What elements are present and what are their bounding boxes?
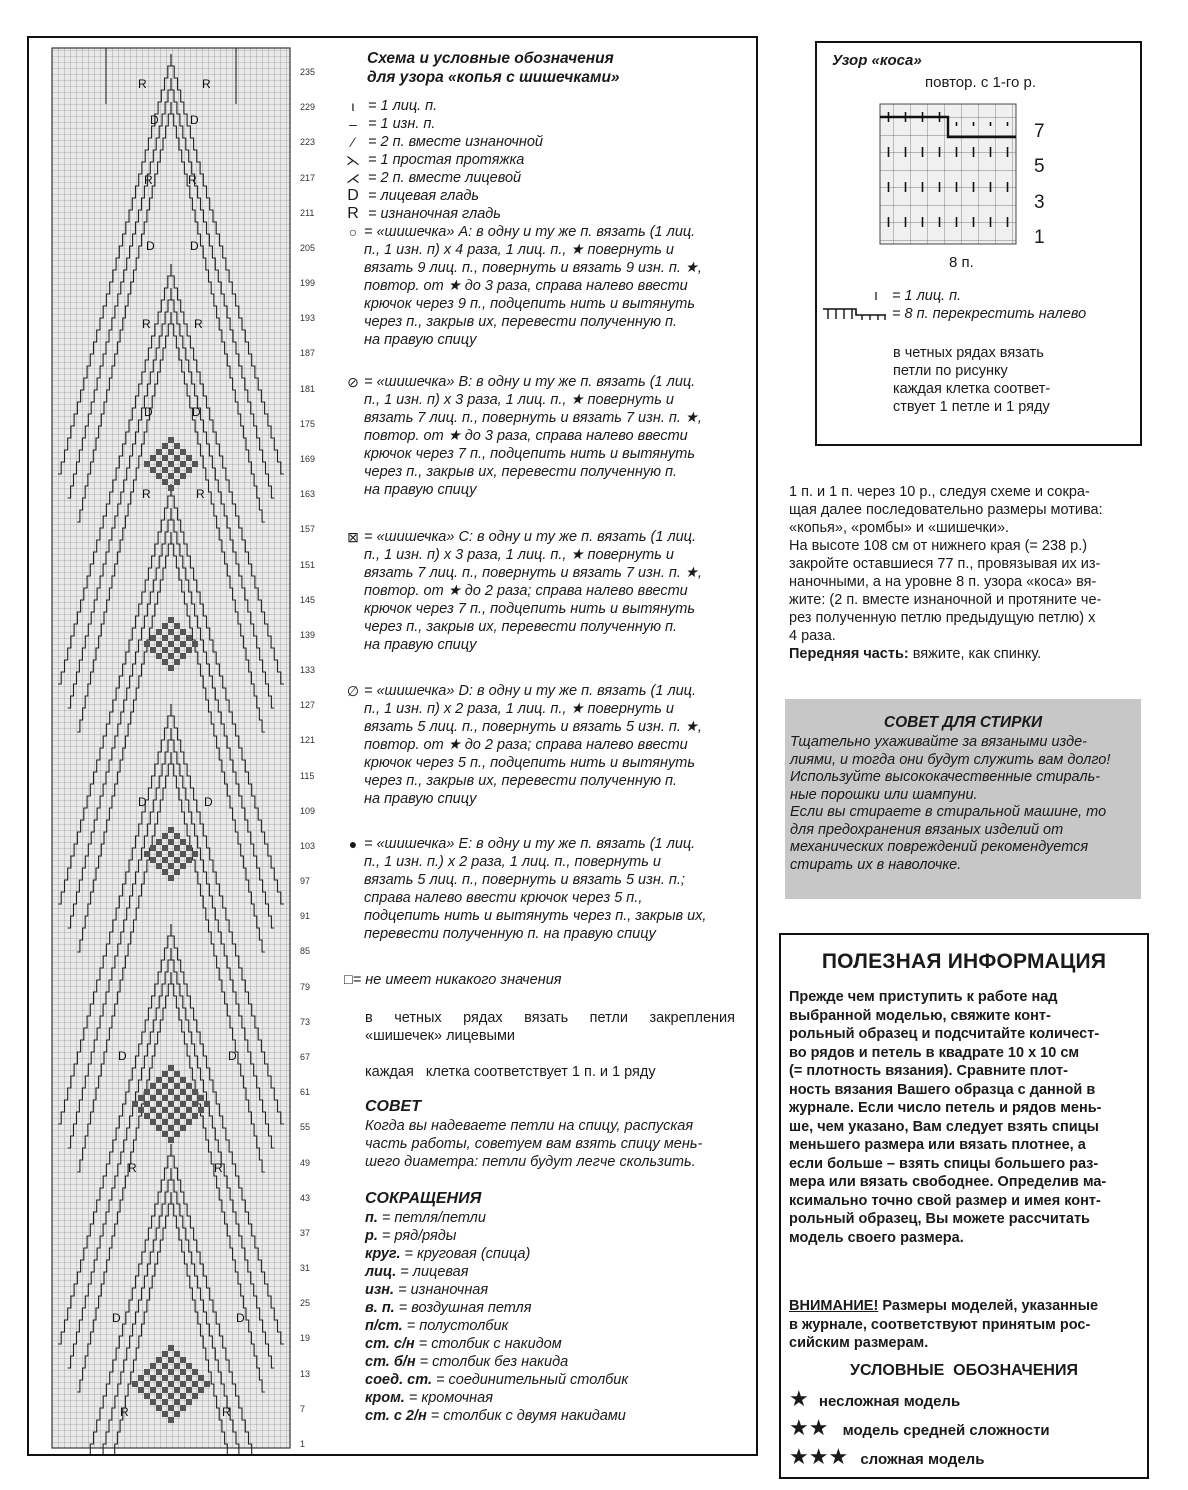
kosa-title: Узор «коса» bbox=[832, 52, 922, 69]
svg-text:D: D bbox=[228, 1049, 237, 1063]
instructions-line: 1 п. и 1 п. через 10 р., следуя схеме и сокра- bbox=[789, 484, 1090, 500]
row-number: 121 bbox=[300, 735, 316, 746]
washing-line: Используйте высококачественные стираль- bbox=[790, 769, 1101, 785]
kosa-legend-cable: = 8 п. перекрестить налево bbox=[892, 306, 1087, 322]
abbreviation-definition: = круговая (спица) bbox=[400, 1246, 531, 1262]
abbreviation-term: лиц. bbox=[365, 1264, 397, 1280]
svg-text:R: R bbox=[144, 173, 153, 187]
instructions-line: рез полученную петлю предыдущую петлю) х bbox=[789, 610, 1096, 626]
abbreviation-definition: = кромочная bbox=[404, 1390, 493, 1406]
abbreviations-section bbox=[365, 1189, 737, 1425]
svg-text:R: R bbox=[138, 77, 147, 91]
abbreviation-definition: = ряд/ряды bbox=[377, 1228, 457, 1244]
row-number: 67 bbox=[300, 1052, 311, 1063]
empty-cell-legend bbox=[344, 971, 562, 989]
bobble-b-line: повтор. от ★ до 3 раза, справа налево ввести bbox=[364, 428, 688, 444]
row-number: 25 bbox=[300, 1298, 311, 1309]
difficulty-level-1 bbox=[789, 1388, 960, 1410]
abbreviation-row bbox=[365, 1299, 737, 1317]
star-icon: ★★ bbox=[789, 1415, 829, 1440]
row-number: 31 bbox=[300, 1263, 311, 1274]
bobble-a-line: вязать 9 лиц. п., повернуть и вязать 9 изн. п. ★, bbox=[364, 260, 702, 276]
instructions-line: закройте оставшиеся 77 п., провязывая их из- bbox=[789, 556, 1101, 572]
purl-stitch-icon: – bbox=[349, 116, 357, 132]
svg-text:D: D bbox=[112, 1311, 121, 1325]
washing-line: Если вы стираете в стиральной машине, то bbox=[790, 804, 1107, 820]
bobble-e-line: вязать 5 лиц. п., повернуть и вязать 5 изн. п.; bbox=[364, 872, 685, 888]
bobble-e-line: = «шишечка» Е: в одну и ту же п. вязать (1 лиц. bbox=[364, 836, 696, 852]
bobble-d-line: = «шишечка» D: в одну и ту же п. вязать (1 лиц. bbox=[364, 683, 697, 699]
info-line: рольный образец, Вы можете рассчитать bbox=[789, 1211, 1090, 1227]
row-number: 169 bbox=[300, 453, 316, 464]
bobble-a-icon: ○ bbox=[348, 224, 358, 240]
abbreviation-row bbox=[365, 1263, 737, 1281]
star-icon: ★ bbox=[789, 1386, 809, 1411]
knit-two-together-icon: ⋌ bbox=[346, 170, 360, 186]
advice-line: шего диаметра: петли будут легче скользить. bbox=[365, 1154, 696, 1170]
spear-pattern-chart bbox=[46, 44, 298, 1454]
kosa-note-line: петли по рисунку bbox=[893, 363, 1008, 379]
row-number: 133 bbox=[300, 665, 316, 676]
washing-line: ные порошки или шампуни. bbox=[790, 786, 978, 803]
svg-text:D: D bbox=[236, 1311, 245, 1325]
warning-line: Размеры моделей, указанные bbox=[878, 1298, 1099, 1314]
row-number: 91 bbox=[300, 911, 311, 922]
info-line: ше, чем указано, Вам следует взять спицы bbox=[789, 1118, 1099, 1135]
row-number: 97 bbox=[300, 876, 311, 887]
washing-line: стирать их в наволочке. bbox=[790, 856, 962, 873]
row-number: 19 bbox=[300, 1333, 311, 1344]
info-line: (= плотность вязания). Сравните плот- bbox=[789, 1063, 1068, 1079]
difficulty-symbols-heading: УСЛОВНЫЕ ОБОЗНАЧЕНИЯ bbox=[850, 1362, 1078, 1379]
difficulty-label: модель средней сложности bbox=[842, 1422, 1050, 1439]
purl-two-together-icon: ⁄ bbox=[351, 134, 355, 150]
abbreviation-row bbox=[365, 1317, 737, 1335]
abbreviation-term: кром. bbox=[365, 1390, 405, 1406]
difficulty-label: несложная модель bbox=[818, 1393, 961, 1410]
row-number: 85 bbox=[300, 946, 311, 957]
legend-purl-two-together: = 2 п. вместе изнаночной bbox=[368, 134, 543, 150]
abbreviation-row bbox=[365, 1353, 737, 1371]
washing-tip-text bbox=[790, 734, 1134, 874]
svg-text:D: D bbox=[190, 113, 199, 127]
bobble-d-legend bbox=[342, 682, 742, 808]
kosa-repeat-label: повтор. с 1-го р. bbox=[925, 74, 1036, 91]
advice-heading: СОВЕТ bbox=[365, 1098, 421, 1115]
bobble-d-icon: ∅ bbox=[346, 683, 360, 699]
bobble-d-line: крючок через 5 п., подцепить нить и вытянуть bbox=[364, 755, 695, 771]
washing-line: Тщательно ухаживайте за вязаными изде- bbox=[790, 734, 1088, 750]
instructions-line: 4 раза. bbox=[789, 628, 836, 644]
row-number: 187 bbox=[300, 348, 316, 359]
row-number: 1 bbox=[300, 1439, 306, 1449]
kosa-note-line: каждая клетка соответ- bbox=[893, 381, 1051, 397]
bobble-d-line: п., 1 изн. п) х 2 раза, 1 лиц. п., ★ повернуть и bbox=[364, 701, 674, 717]
row-number: 199 bbox=[300, 278, 316, 289]
row-number: 181 bbox=[300, 383, 316, 394]
abbreviation-definition: = столбик с накидом bbox=[414, 1336, 562, 1352]
row-number: 43 bbox=[300, 1192, 311, 1203]
row-number: 229 bbox=[300, 102, 316, 113]
instructions-line: «копья», «ромбы» и «шишечки». bbox=[789, 520, 1010, 536]
bobble-e-line: перевести полученную п. на правую спицу bbox=[364, 926, 656, 942]
abbreviation-term: п/ст. bbox=[365, 1318, 403, 1334]
bobble-a-legend bbox=[342, 223, 742, 349]
row-number: 151 bbox=[300, 559, 316, 570]
instructions-text bbox=[789, 483, 1149, 663]
svg-text:R: R bbox=[142, 487, 151, 501]
svg-text:D: D bbox=[146, 239, 155, 253]
empty-cell-text: = не имеет никакого значения bbox=[352, 972, 562, 988]
bobble-b-line: вязать 7 лиц. п., повернуть и вязать 7 изн. п. ★, bbox=[364, 410, 702, 426]
empty-cell-icon: □ bbox=[344, 972, 353, 988]
svg-text:R: R bbox=[194, 317, 203, 331]
kosa-row-label-5: 5 bbox=[1034, 156, 1045, 177]
kosa-legend-knit: = 1 лиц. п. bbox=[892, 288, 962, 304]
info-line: журнале. Если число петель и рядов мень- bbox=[789, 1100, 1102, 1116]
reverse-stockinette-symbol-icon: R bbox=[347, 205, 359, 222]
abbreviation-definition: = полустолбик bbox=[402, 1318, 509, 1334]
instructions-line: На высоте 108 см от нижнего края (= 238 р.) bbox=[789, 538, 1088, 554]
info-line: модель своего размера. bbox=[789, 1229, 964, 1246]
bobble-d-line: через п., закрыв их, перевести полученную п. bbox=[364, 773, 678, 789]
warning-line: сийским размерам. bbox=[789, 1335, 929, 1351]
row-number: 37 bbox=[300, 1227, 311, 1238]
cell-note-text: каждая клетка соответствует 1 п. и 1 ряду bbox=[365, 1064, 656, 1080]
kosa-row-label-1: 1 bbox=[1034, 227, 1045, 248]
abbreviation-definition: = петля/петли bbox=[377, 1210, 486, 1226]
kosa-cable-icon bbox=[822, 307, 888, 321]
washing-line: механических повреждений рекомендуется bbox=[790, 839, 1089, 855]
legend-purl: = 1 изн. п. bbox=[368, 116, 436, 132]
bobble-e-line: справа налево ввести крючок через 5 п., bbox=[364, 890, 643, 906]
washing-line: лиями, и тогда они будут служить вам долго! bbox=[790, 751, 1111, 768]
row-number: 7 bbox=[300, 1403, 306, 1414]
legend-reverse-stockinette: = изнаночная гладь bbox=[368, 206, 501, 222]
row-number: 211 bbox=[300, 207, 315, 218]
row-number: 13 bbox=[300, 1368, 311, 1379]
bobble-b-line: крючок через 7 п., подцепить нить и вытянуть bbox=[364, 446, 695, 462]
note-line: «шишечек» лицевыми bbox=[365, 1028, 516, 1044]
abbreviation-row bbox=[365, 1281, 737, 1299]
row-number: 157 bbox=[300, 524, 316, 535]
kosa-note-line: ствует 1 петле и 1 ряду bbox=[893, 399, 1050, 415]
row-number: 205 bbox=[300, 242, 316, 253]
svg-text:R: R bbox=[188, 173, 197, 187]
legend-slip-pass: = 1 простая протяжка bbox=[368, 152, 525, 168]
svg-text:R: R bbox=[120, 1405, 129, 1419]
abbreviation-term: в. п. bbox=[365, 1300, 395, 1316]
svg-text:D: D bbox=[150, 113, 159, 127]
bobble-b-line: на правую спицу bbox=[364, 482, 477, 498]
abbreviation-row bbox=[365, 1371, 737, 1389]
chart-title-line-1: Схема и условные обозначения bbox=[367, 50, 614, 67]
bobble-c-line: повтор. от ★ до 2 раза; справа налево ввести bbox=[364, 583, 688, 599]
washing-line: для предохранения вязаных изделий от bbox=[790, 821, 1064, 838]
abbreviation-term: ст. б/н bbox=[365, 1354, 416, 1370]
info-line: если больше – взять спицы большего раз- bbox=[789, 1155, 1099, 1172]
row-number: 235 bbox=[300, 67, 316, 77]
abbreviation-row bbox=[365, 1335, 737, 1353]
abbreviation-definition: = лицевая bbox=[396, 1264, 469, 1280]
bobble-e-icon: ● bbox=[348, 836, 358, 852]
abbreviation-row bbox=[365, 1245, 737, 1263]
info-line: Прежде чем приступить к работе над bbox=[789, 989, 1058, 1005]
slip-pass-icon: ⋋ bbox=[346, 152, 360, 168]
bobble-e-line: п., 1 изн. п.) х 2 раза, 1 лиц. п., повернуть и bbox=[364, 854, 661, 870]
svg-text:R: R bbox=[222, 1405, 231, 1419]
instructions-line: щая далее последовательно размеры мотива: bbox=[789, 502, 1103, 518]
legend-stockinette: = лицевая гладь bbox=[368, 188, 480, 204]
row-number: 49 bbox=[300, 1157, 311, 1168]
row-number: 163 bbox=[300, 489, 316, 500]
bobble-c-line: вязать 7 лиц. п., повернуть и вязать 7 изн. п. ★, bbox=[364, 565, 702, 581]
even-rows-note bbox=[365, 1009, 735, 1045]
row-number: 109 bbox=[300, 805, 316, 816]
abbreviation-term: п. bbox=[365, 1210, 378, 1226]
difficulty-label: сложная модель bbox=[860, 1451, 985, 1468]
bobble-b-line: п., 1 изн. п) х 3 раза, 1 лиц. п., ★ повернуть и bbox=[364, 392, 674, 408]
useful-info-text bbox=[789, 988, 1137, 1247]
info-line: мера или вязать свободнее. Определив ма- bbox=[789, 1174, 1107, 1190]
cell-note bbox=[365, 1063, 656, 1081]
row-number: 73 bbox=[300, 1016, 311, 1027]
difficulty-level-3 bbox=[789, 1446, 984, 1468]
abbreviation-row bbox=[365, 1407, 737, 1425]
bobble-d-line: повтор. от ★ до 2 раза; справа налево ввести bbox=[364, 737, 688, 753]
kosa-width-label: 8 п. bbox=[949, 254, 974, 271]
bobble-a-line: крючок через 9 п., подцепить нить и вытянуть bbox=[364, 296, 695, 312]
note-line: в четных рядах вязать петли закрепления bbox=[365, 1010, 735, 1026]
row-number: 193 bbox=[300, 313, 316, 324]
bobble-c-legend bbox=[342, 528, 742, 654]
advice-line: часть работы, советуем вам взять спицу мень- bbox=[365, 1136, 703, 1152]
warning-label: ВНИМАНИЕ! bbox=[789, 1298, 879, 1314]
washing-tip-heading: СОВЕТ ДЛЯ СТИРКИ bbox=[883, 714, 1043, 731]
abbreviation-row bbox=[365, 1209, 737, 1227]
bobble-a-line: повтор. от ★ до 3 раза, справа налево ввести bbox=[364, 278, 688, 294]
abbreviation-definition: = столбик с двумя накидами bbox=[426, 1408, 626, 1424]
abbreviation-term: р. bbox=[365, 1228, 378, 1244]
info-line: выбранной моделью, свяжите конт- bbox=[789, 1007, 1051, 1024]
kosa-note-line: в четных рядах вязать bbox=[893, 345, 1044, 361]
bobble-a-line: = «шишечка» А: в одну и ту же п. вязать (1 лиц. bbox=[364, 224, 696, 240]
bobble-d-line: на правую спицу bbox=[364, 791, 477, 807]
advice-section bbox=[365, 1097, 737, 1171]
row-number: 139 bbox=[300, 629, 316, 640]
front-part-label: Передняя часть: bbox=[789, 646, 909, 662]
svg-text:D: D bbox=[118, 1049, 127, 1063]
svg-text:R: R bbox=[128, 1161, 137, 1175]
star-icon: ★★★ bbox=[789, 1444, 849, 1469]
stockinette-symbol-icon: D bbox=[347, 187, 359, 204]
legend-knit-two-together: = 2 п. вместе лицевой bbox=[368, 170, 522, 186]
svg-text:D: D bbox=[192, 405, 201, 419]
chart-title-line-2: для узора «копья с шишечками» bbox=[367, 69, 620, 86]
svg-text:D: D bbox=[144, 405, 153, 419]
bobble-c-line: через п., закрыв их, перевести полученную п. bbox=[364, 619, 678, 635]
bobble-e-line: подцепить нить и вытянуть через п., закрыв их, bbox=[364, 908, 707, 924]
abbreviation-term: ст. с 2/н bbox=[365, 1408, 427, 1424]
bobble-c-line: крючок через 7 п., подцепить нить и вытянуть bbox=[364, 601, 695, 617]
kosa-row-label-3: 3 bbox=[1034, 192, 1045, 213]
row-number: 127 bbox=[300, 700, 316, 711]
warning-line: в журнале, соответствуют принятым рос- bbox=[789, 1316, 1091, 1333]
svg-text:D: D bbox=[190, 239, 199, 253]
bobble-c-line: на правую спицу bbox=[364, 637, 477, 653]
info-line: ность вязания Вашего образца с данной в bbox=[789, 1081, 1096, 1098]
svg-text:R: R bbox=[202, 77, 211, 91]
bobble-c-icon: ⊠ bbox=[347, 529, 359, 545]
row-number: 79 bbox=[300, 981, 311, 992]
abbreviation-definition: = изнаночная bbox=[394, 1282, 489, 1298]
bobble-b-legend bbox=[342, 373, 742, 499]
row-number: 61 bbox=[300, 1087, 311, 1098]
knit-stitch-icon: ı bbox=[351, 98, 355, 114]
abbreviation-definition: = столбик без накида bbox=[415, 1354, 569, 1370]
kosa-notes bbox=[893, 344, 1050, 416]
kosa-chart bbox=[876, 100, 1026, 250]
instructions-line: жите: (2 п. вместе изнаночной и протяните че- bbox=[789, 592, 1102, 608]
abbreviation-term: ст. с/н bbox=[365, 1336, 415, 1352]
row-number: 217 bbox=[300, 172, 316, 183]
svg-text:D: D bbox=[204, 795, 213, 809]
row-number: 145 bbox=[300, 594, 316, 605]
bobble-a-line: на правую спицу bbox=[364, 332, 477, 348]
svg-text:D: D bbox=[138, 795, 147, 809]
bobble-e-legend bbox=[342, 835, 742, 943]
row-number: 55 bbox=[300, 1122, 311, 1133]
svg-text:R: R bbox=[142, 317, 151, 331]
svg-text:R: R bbox=[196, 487, 205, 501]
abbreviation-term: круг. bbox=[365, 1246, 401, 1262]
abbreviation-definition: = воздушная петля bbox=[394, 1300, 532, 1316]
row-number: 103 bbox=[300, 840, 316, 851]
abbreviation-row bbox=[365, 1227, 737, 1245]
kosa-row-label-7: 7 bbox=[1034, 121, 1045, 142]
front-part-text: вяжите, как спинку. bbox=[908, 646, 1042, 662]
bobble-d-line: вязать 5 лиц. п., повернуть и вязать 5 изн. п. ★, bbox=[364, 719, 702, 735]
useful-info-heading: ПОЛЕЗНАЯ ИНФОРМАЦИЯ bbox=[821, 950, 1107, 973]
abbreviation-term: изн. bbox=[365, 1282, 395, 1298]
chart-row-numbers bbox=[298, 0, 328, 1490]
bobble-a-line: п., 1 изн. п) х 4 раза, 1 лиц. п., ★ повернуть и bbox=[364, 242, 674, 258]
info-line: ксимально точно свой размер и имея конт- bbox=[789, 1192, 1101, 1209]
row-number: 115 bbox=[300, 770, 315, 781]
abbreviation-row bbox=[365, 1389, 737, 1407]
bobble-b-line: = «шишечка» В: в одну и ту же п. вязать (1 лиц. bbox=[364, 374, 696, 390]
bobble-a-line: через п., закрыв их, перевести полученную п. bbox=[364, 314, 678, 330]
kosa-knit-icon: ı bbox=[874, 288, 879, 304]
bobble-c-line: п., 1 изн. п) х 3 раза, 1 лиц. п., ★ повернуть и bbox=[364, 547, 674, 563]
row-number: 175 bbox=[300, 418, 316, 429]
info-line: рольный образец и подсчитайте количест- bbox=[789, 1026, 1100, 1042]
info-line: меньшего размера или вязать плотнее, а bbox=[789, 1137, 1086, 1153]
warning-text bbox=[789, 1297, 1137, 1353]
row-number: 223 bbox=[300, 137, 316, 148]
bobble-b-line: через п., закрыв их, перевести полученную п. bbox=[364, 464, 678, 480]
abbreviation-definition: = соединительный столбик bbox=[431, 1372, 629, 1388]
legend-knit: = 1 лиц. п. bbox=[368, 98, 438, 114]
difficulty-level-2 bbox=[789, 1417, 1050, 1439]
advice-line: Когда вы надеваете петли на спицу, распуская bbox=[365, 1118, 694, 1134]
chart-title bbox=[367, 49, 620, 87]
bobble-c-line: = «шишечка» С: в одну и ту же п. вязать (1 лиц. bbox=[364, 529, 697, 545]
bobble-b-icon: ⊘ bbox=[347, 374, 359, 390]
svg-text:R: R bbox=[214, 1161, 223, 1175]
instructions-line: наночными, а на уровне 8 п. узора «коса» вя- bbox=[789, 574, 1097, 590]
abbreviations-heading: СОКРАЩЕНИЯ bbox=[365, 1190, 482, 1207]
abbreviation-term: соед. ст. bbox=[365, 1372, 432, 1388]
info-line: во рядов и петель в квадрате 10 х 10 см bbox=[789, 1044, 1080, 1061]
